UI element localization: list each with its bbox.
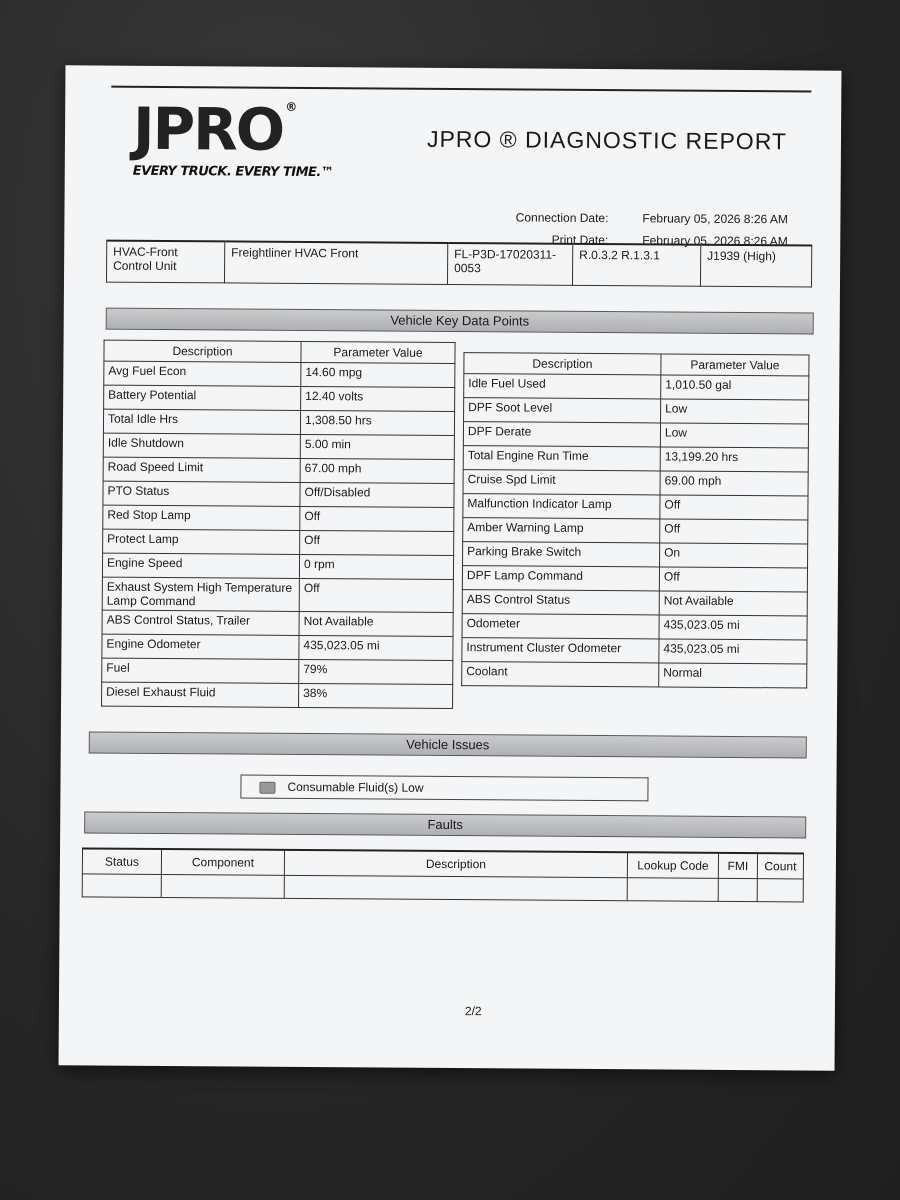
key-data-header: Vehicle Key Data Points — [106, 308, 814, 335]
faults-col-status: Status — [82, 848, 161, 874]
parameter-description: Battery Potential — [104, 385, 301, 410]
col-description: Description — [464, 353, 661, 375]
vehicle-issue-item — [240, 775, 648, 802]
parameter-value: 69.00 mph — [660, 471, 808, 496]
parameter-value: Not Available — [659, 591, 807, 616]
page-number: 2/2 — [464, 1004, 482, 1019]
parameter-description: Engine Odometer — [102, 634, 299, 659]
key-data-row — [462, 638, 807, 664]
parameter-value: Off — [300, 530, 454, 555]
parameter-description: DPF Soot Level — [464, 398, 661, 423]
key-data-row — [102, 658, 453, 684]
unit-name: Freightliner HVAC Front — [224, 241, 447, 284]
faults-table — [82, 847, 804, 902]
key-data-row — [102, 553, 453, 579]
connection-date-label: Connection Date: — [515, 210, 609, 226]
col-parameter-value: Parameter Value — [661, 354, 809, 376]
fluid-container-icon — [259, 782, 275, 794]
print-date-value: February 05, 2026 8:26 AM — [642, 233, 788, 249]
faults-col-count: Count — [757, 853, 803, 879]
col-parameter-value: Parameter Value — [301, 341, 455, 363]
faults-col-lookup-code: Lookup Code — [627, 852, 718, 878]
parameter-value: 38% — [299, 683, 453, 708]
unit-info-table — [106, 240, 812, 288]
parameter-description: Road Speed Limit — [103, 457, 300, 482]
parameter-description: DPF Derate — [463, 422, 660, 447]
key-data-row — [462, 590, 807, 616]
parameter-description: ABS Control Status, Trailer — [102, 610, 299, 635]
unit-protocol: J1939 (High) — [700, 245, 811, 287]
parameter-value: 79% — [299, 659, 453, 684]
parameter-description: Idle Shutdown — [103, 433, 300, 458]
key-data-row — [463, 518, 808, 544]
parameter-description: Total Engine Run Time — [463, 446, 660, 471]
parameter-value: On — [660, 543, 808, 568]
print-date-label: Print Date: — [551, 232, 609, 248]
parameter-description: PTO Status — [103, 481, 300, 506]
parameter-value: Off — [660, 495, 808, 520]
key-data-row — [463, 494, 808, 520]
parameter-value: 13,199.20 hrs — [660, 447, 808, 472]
key-data-row — [102, 634, 453, 660]
parameter-value: 5.00 min — [300, 434, 454, 459]
key-data-row — [102, 577, 453, 612]
key-data-row — [103, 529, 454, 555]
col-description: Description — [104, 340, 301, 362]
key-data-row — [104, 361, 455, 387]
parameter-value: Off/Disabled — [300, 482, 454, 507]
key-data-row — [103, 409, 454, 435]
parameter-description: Fuel — [102, 658, 299, 683]
parameter-value: Off — [660, 519, 808, 544]
parameter-value: Not Available — [299, 611, 453, 636]
parameter-description: Coolant — [462, 662, 659, 687]
key-data-row — [463, 470, 808, 496]
key-data-left-table — [101, 340, 456, 709]
key-data-row — [462, 662, 807, 688]
faults-col-component: Component — [161, 849, 284, 875]
key-data-row — [463, 422, 808, 448]
parameter-value: 12.40 volts — [301, 386, 455, 411]
key-data-row — [463, 542, 808, 568]
key-data-row — [464, 398, 809, 424]
parameter-description: Engine Speed — [102, 553, 299, 578]
parameter-description: Amber Warning Lamp — [463, 518, 660, 543]
parameter-description: Total Idle Hrs — [103, 409, 300, 434]
parameter-value: 435,023.05 mi — [659, 639, 807, 664]
report-title: JPRO ® DIAGNOSTIC REPORT — [426, 125, 788, 155]
parameter-value: 1,010.50 gal — [661, 375, 809, 400]
parameter-description: Odometer — [462, 614, 659, 639]
key-data-row — [103, 505, 454, 531]
parameter-value: Low — [660, 423, 808, 448]
parameter-description: Cruise Spd Limit — [463, 470, 660, 495]
vehicle-issues-header: Vehicle Issues — [89, 731, 807, 758]
faults-empty-row — [82, 874, 803, 902]
key-data-row — [463, 446, 808, 472]
top-rule — [111, 86, 811, 93]
logo-tagline: EVERY TRUCK. EVERY TIME.™ — [132, 163, 334, 181]
faults-col-fmi: FMI — [718, 853, 757, 879]
parameter-value: Normal — [659, 663, 807, 688]
unit-module: HVAC-Front Control Unit — [106, 241, 224, 283]
parameter-value: Low — [661, 399, 809, 424]
parameter-value: 67.00 mph — [300, 458, 454, 483]
key-data-row — [102, 610, 453, 636]
parameter-description: ABS Control Status — [462, 590, 659, 615]
parameter-description: Idle Fuel Used — [464, 374, 661, 399]
parameter-value: Off — [299, 578, 453, 612]
parameter-value: 14.60 mpg — [301, 362, 455, 387]
key-data-row — [464, 374, 809, 400]
parameter-value: 435,023.05 mi — [659, 615, 807, 640]
parameter-description: Malfunction Indicator Lamp — [463, 494, 660, 519]
parameter-description: Instrument Cluster Odometer — [462, 638, 659, 663]
key-data-row — [103, 457, 454, 483]
unit-version: R.0.3.2 R.1.3.1 — [572, 244, 700, 286]
key-data-row — [462, 566, 807, 592]
key-data-row — [462, 614, 807, 640]
jpro-logo: JPRO ® EVERY TRUCK. EVERY TIME.™ — [132, 94, 334, 181]
key-data-row — [103, 433, 454, 459]
parameter-value: Off — [300, 506, 454, 531]
parameter-value: 1,308.50 hrs — [300, 410, 454, 435]
parameter-description: Exhaust System High Temperature Lamp Command — [102, 577, 299, 611]
parameter-description: Avg Fuel Econ — [104, 361, 301, 386]
parameter-description: Diesel Exhaust Fluid — [102, 682, 299, 707]
parameter-description: Protect Lamp — [103, 529, 300, 554]
vehicle-issue-text: Consumable Fluid(s) Low — [287, 779, 424, 795]
connection-date-value: February 05, 2026 8:26 AM — [642, 211, 788, 227]
faults-col-description: Description — [284, 850, 627, 878]
faults-header: Faults — [84, 811, 806, 838]
parameter-description: DPF Lamp Command — [462, 566, 659, 591]
parameter-value: 0 rpm — [299, 554, 453, 579]
parameter-value: Off — [659, 567, 807, 592]
key-data-row — [102, 682, 453, 708]
key-data-row — [104, 385, 455, 411]
unit-part-number: FL-P3D-17020311-0053 — [447, 243, 572, 285]
key-data-right-table — [461, 352, 809, 688]
report-page — [59, 65, 842, 1070]
parameter-description: Red Stop Lamp — [103, 505, 300, 530]
parameter-description: Parking Brake Switch — [463, 542, 660, 567]
parameter-value: 435,023.05 mi — [299, 635, 453, 660]
key-data-row — [103, 481, 454, 507]
